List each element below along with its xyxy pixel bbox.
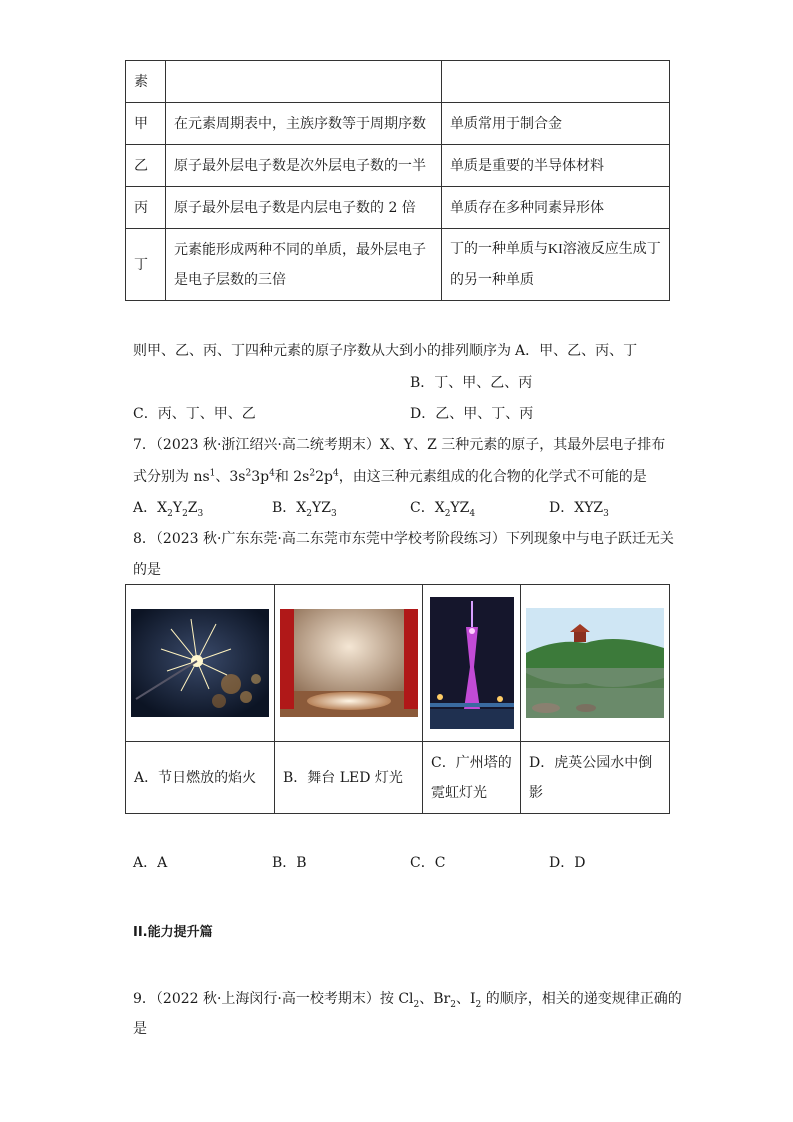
sup: 2	[309, 468, 316, 479]
text: YZ	[450, 500, 470, 516]
sup: 4	[269, 468, 275, 479]
table-row	[126, 145, 670, 187]
table-cell	[442, 61, 670, 103]
table-row	[126, 103, 670, 145]
q8-answer-a: A．A	[133, 855, 168, 871]
text: YZ	[312, 500, 331, 516]
text: Y	[172, 500, 183, 516]
table-cell	[442, 229, 670, 301]
q7-line1: 7．（2023 秋·浙江绍兴·高二统考期末）X、Y、Z 三种元素的原子，其最外层电子排布	[133, 437, 666, 453]
table-cell: 丁	[126, 229, 166, 301]
q7-option-c	[410, 497, 475, 517]
sup: 2	[245, 468, 252, 479]
sup: 4	[332, 468, 339, 479]
table-row	[126, 229, 670, 301]
text: B．X	[272, 500, 307, 516]
image-cell	[275, 585, 423, 742]
sub: 2	[167, 508, 173, 519]
table-cell: 乙	[126, 145, 166, 187]
caption-cell: B．舞台 LED 灯光	[275, 742, 423, 814]
sub: 2	[444, 508, 451, 519]
q7-line2	[133, 466, 647, 486]
sub: 2	[450, 999, 456, 1010]
table-row	[126, 585, 670, 742]
q8-line1: 8．（2023 秋·广东东莞·高二东莞市东莞中学校考阶段练习）下列现象中与电子跃迁无关	[133, 531, 674, 547]
text: ，由这三种元素组成的化合物的化学式不可能的是	[338, 469, 647, 485]
text: 的顺序，相关的递变规律正确的	[481, 991, 682, 1007]
q8-line2: 的是	[133, 562, 161, 578]
table-cell: 甲	[126, 103, 166, 145]
text: 、Br	[419, 991, 451, 1007]
q7-option-b	[272, 497, 337, 517]
section-title: II.能力提升篇	[133, 925, 213, 940]
image-cell	[521, 585, 670, 742]
q8-answer-d: D．D	[549, 855, 586, 871]
image-table	[125, 584, 670, 814]
text: 、3s	[215, 469, 246, 485]
canton-tower-image	[430, 597, 514, 729]
table-cell: 单质常用于制合金	[442, 103, 670, 145]
table-cell: 素	[126, 61, 166, 103]
text: 3p	[251, 469, 270, 485]
table-row	[126, 61, 670, 103]
text: 溶液反应生成丁的另一种单质	[450, 241, 661, 288]
table-cell: 在元素周期表中，主族序数等于周期序数	[166, 103, 442, 145]
q8-answer-c: C．C	[410, 855, 446, 871]
text: KI	[548, 242, 563, 257]
sup: 1	[209, 468, 216, 479]
element-table	[125, 60, 670, 301]
caption-cell: C．广州塔的霓虹灯光	[423, 742, 521, 814]
sub: 3	[603, 508, 609, 519]
table-cell: 单质是重要的半导体材料	[442, 145, 670, 187]
q9-line2: 是	[133, 1021, 147, 1037]
sub: 3	[330, 508, 337, 519]
text: C．X	[410, 500, 445, 516]
sub: 2	[413, 999, 420, 1010]
q6-option-c: C．丙、丁、甲、乙	[133, 406, 256, 422]
sub: 3	[197, 508, 204, 519]
image-cell	[423, 585, 521, 742]
table-cell: 原子最外层电子数是次外层电子数的一半	[166, 145, 442, 187]
table-cell: 单质存在多种同素异形体	[442, 187, 670, 229]
text: 丁的一种单质与	[450, 241, 548, 257]
q6-option-d: D．乙、甲、丁、丙	[410, 406, 534, 422]
sub: 4	[469, 508, 476, 519]
text: Z	[187, 500, 198, 516]
table-cell: 丙	[126, 187, 166, 229]
q6-option-a: A．甲、乙、丙、丁	[515, 343, 638, 359]
q9-line1	[133, 988, 682, 1008]
park-reflection-image	[526, 608, 664, 718]
text: 2p	[315, 469, 333, 485]
table-row	[126, 187, 670, 229]
table-cell: 原子最外层电子数是内层电子数的 2 倍	[166, 187, 442, 229]
caption-cell: D．虎英公园水中倒影	[521, 742, 670, 814]
text: 、I	[455, 991, 476, 1007]
text: 和 2s	[274, 469, 310, 485]
table-cell: 元素能形成两种不同的单质，最外层电子是电子层数的三倍	[166, 229, 442, 301]
text: 式分别为 ns	[133, 469, 210, 485]
text: D．XYZ	[549, 500, 604, 516]
stage-light-image	[280, 609, 418, 717]
q6-option-b: B．丁、甲、乙、丙	[410, 375, 533, 391]
q6-stem	[133, 340, 637, 360]
sub: 2	[306, 508, 312, 519]
q6-stem-text: 则甲、乙、丙、丁四种元素的原子序数从大到小的排列顺序为	[133, 343, 511, 359]
sub: 2	[475, 999, 482, 1010]
table-row	[126, 742, 670, 814]
text: A．X	[133, 500, 168, 516]
table-cell	[166, 61, 442, 103]
fireworks-image	[131, 609, 269, 717]
sub: 2	[182, 508, 188, 519]
caption-cell: A．节日燃放的焰火	[126, 742, 275, 814]
q7-option-d	[549, 497, 609, 517]
q7-option-a	[133, 497, 203, 517]
q8-answer-b: B．B	[272, 855, 307, 871]
image-cell	[126, 585, 275, 742]
text: 9．（2022 秋·上海闵行·高一校考期末）按 Cl	[133, 991, 414, 1007]
